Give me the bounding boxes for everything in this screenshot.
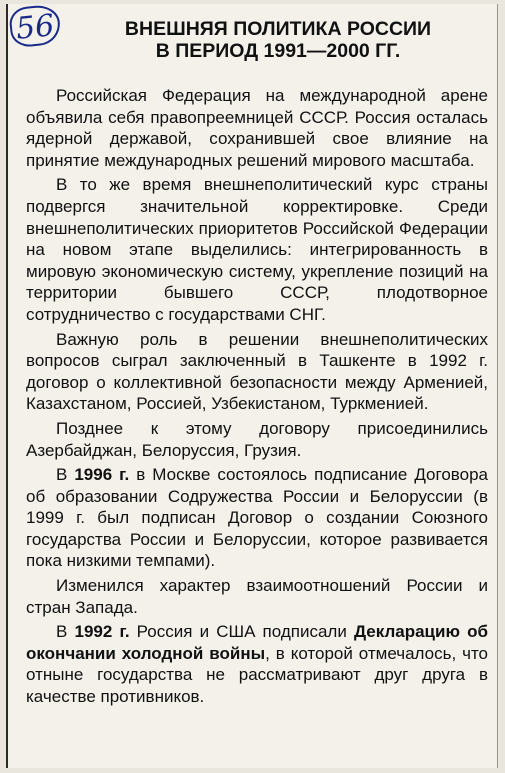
paragraph-4: Позднее к этому договору присоединились Азербайджан, Белоруссия, Грузия.: [26, 418, 488, 460]
date-1996: 1996 г.: [74, 465, 130, 485]
date-1992: 1992 г.: [74, 622, 130, 642]
paragraph-1: Российская Федерация на международной арене объявила себя правопреемницей СССР. Россия осталась ядерной державой, сохранившей свое влияние на принятие международных решений мирового масштаба.: [26, 86, 488, 170]
declaration-title: Декларацию об окончании холодной войны: [26, 622, 488, 663]
paragraph-2: В то же время внешнеполитический курс страны подвергся значительной корректировке. Среди внешнеполитических приоритетов Российской Федерации на новом этапе выделились: интегрированность в мировую экономическую систему, укрепление позиций на территории бывшего СССР, плодотворное сотрудничество с государствами СНГ.: [26, 175, 488, 324]
title-line-2: В ПЕРИОД 1991—2000 ГГ.: [155, 40, 401, 62]
paragraph-7-middle: Россия и США подписали: [129, 622, 354, 642]
paragraph-6: Изменился характер взаимоотношений России и стран Запада.: [26, 576, 488, 617]
article-title: [68, 18, 488, 62]
paragraph-5: [26, 464, 488, 572]
paragraph-5-text: в Москве состоялось подписание Договора об образовании Содружества России и Белоруссии (в 1999 г. был подписан Договор о создании Союзного государства России и Белоруссии, которое развивается пока низкими темпами).: [26, 465, 488, 571]
paragraph-7-prefix: В: [56, 622, 75, 642]
paragraph-7: [26, 621, 488, 707]
handwritten-page-number: 56: [8, 4, 62, 49]
paragraph-3: Важную роль в решении внешнеполитических вопросов сыграл заключенный в Ташкенте в 1992 г. договор о коллективной безопасности между Арменией, Казахстаном, Россией, Узбекистаном, Туркменией.: [26, 329, 488, 414]
article-body: [26, 85, 488, 711]
newspaper-clipping: [6, 4, 498, 768]
paragraph-7-text: , в которой отмечалось, что отныне государства не рассматривают друг друга в качестве противников.: [26, 643, 489, 707]
paragraph-5-prefix: В: [56, 465, 75, 485]
title-line-1: ВНЕШНЯЯ ПОЛИТИКА РОССИИ: [124, 18, 432, 40]
